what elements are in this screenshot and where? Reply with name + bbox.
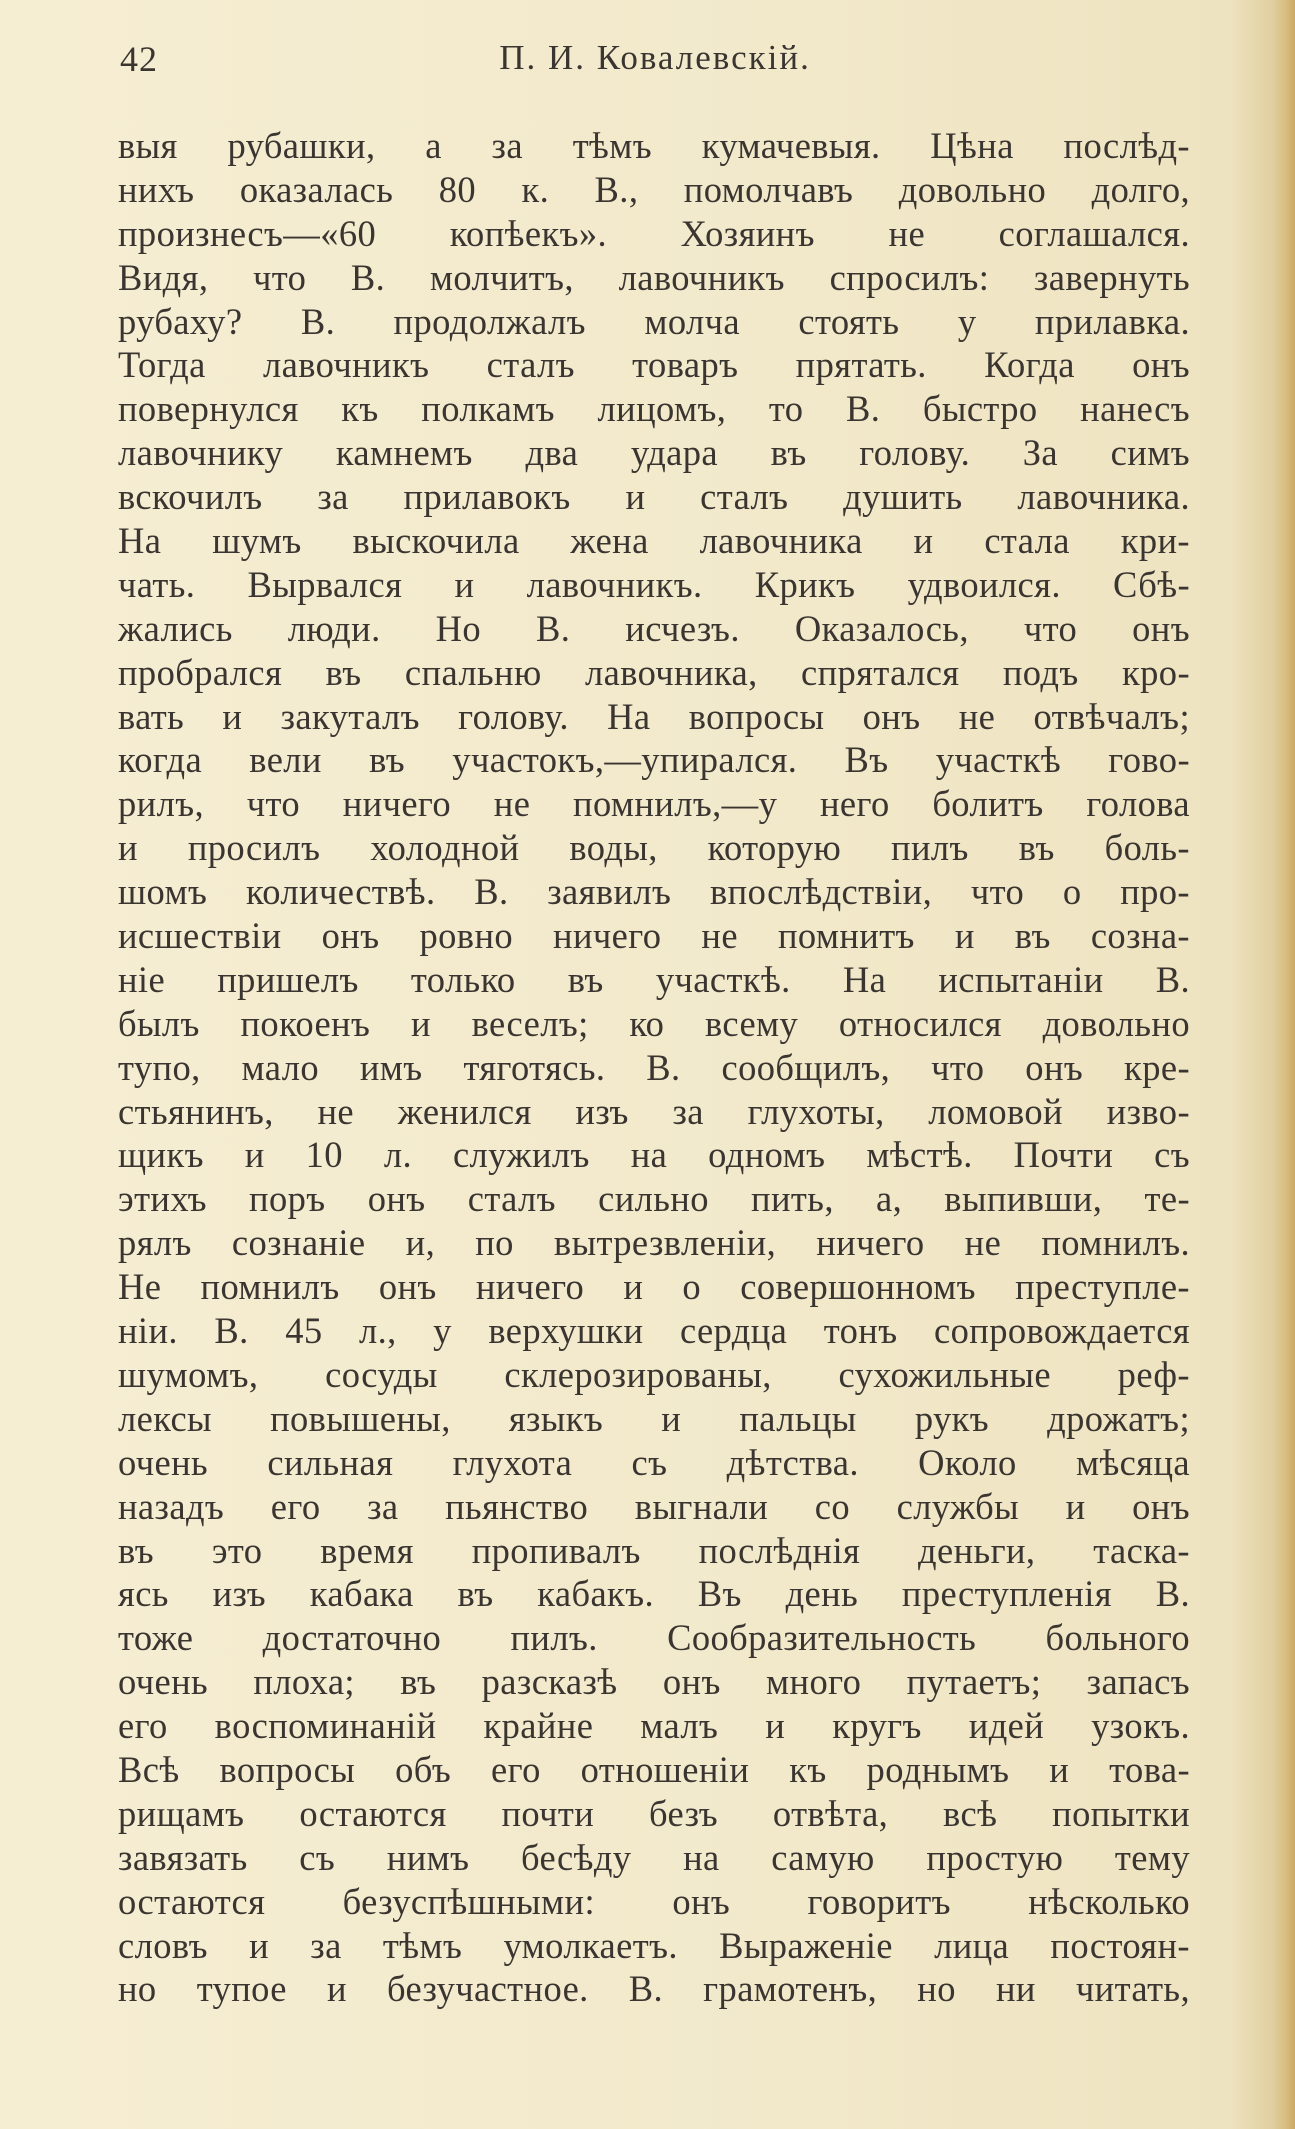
text-line: ніи. В. 45 л., у верхушки сердца тонъ сопровождается — [118, 1310, 1190, 1352]
text-line: ясь изъ кабака въ кабакъ. Въ день преступленія В. — [118, 1573, 1190, 1615]
text-line: выя рубашки, а за тѣмъ кумачевыя. Цѣна послѣд- — [118, 125, 1190, 166]
text-line: завязать съ нимъ бесѣду на самую простую тему — [118, 1836, 1190, 1878]
text-line: этихъ поръ онъ сталъ сильно пить, а, выпивши, те- — [118, 1178, 1190, 1220]
text-line: вскочилъ за прилавокъ и сталъ душить лавочника. — [118, 476, 1190, 518]
text-line: былъ покоенъ и веселъ; ко всему относился довольно — [118, 1002, 1190, 1044]
text-line: тоже достаточно пилъ. Сообразительность больного — [118, 1617, 1190, 1659]
text-line: очень сильная глухота съ дѣтства. Около мѣсяца — [118, 1441, 1190, 1483]
running-head: П. И. Ковалевскій. — [499, 38, 811, 77]
text-line: его воспоминаній крайне малъ и кругъ идей узокъ. — [118, 1705, 1190, 1747]
text-line: пробрался въ спальню лавочника, спрятался подъ кро- — [118, 651, 1190, 693]
text-line: исшествіи онъ ровно ничего не помнитъ и въ созна- — [118, 915, 1190, 957]
text-line: произнесъ—«60 копѣекъ». Хозяинъ не соглашался. — [118, 212, 1190, 254]
text-line: но тупое и безучастное. В. грамотенъ, но ни читать, — [118, 1968, 1190, 2010]
text-line: рищамъ остаются почти безъ отвѣта, всѣ попытки — [118, 1792, 1190, 1834]
text-line: и просилъ холодной воды, которую пилъ въ боль- — [118, 827, 1190, 869]
text-line: въ это время пропивалъ послѣднія деньги, таска- — [118, 1529, 1190, 1571]
text-line: когда вели въ участокъ,—упирался. Въ участкѣ гово- — [118, 739, 1190, 781]
body-text — [118, 124, 1190, 2011]
text-line: повернулся къ полкамъ лицомъ, то В. быстро нанесъ — [118, 388, 1190, 430]
text-line: Тогда лавочникъ сталъ товаръ прятать. Когда онъ — [118, 344, 1190, 386]
text-line: лексы повышены, языкъ и пальцы рукъ дрожатъ; — [118, 1397, 1190, 1439]
text-line: лавочнику камнемъ два удара въ голову. За симъ — [118, 432, 1190, 474]
page-number: 42 — [120, 39, 158, 79]
text-line: шумомъ, сосуды склерозированы, сухожильные реф- — [118, 1353, 1190, 1395]
text-line: остаются безуспѣшными: онъ говоритъ нѣсколько — [118, 1880, 1190, 1922]
text-line: щикъ и 10 л. служилъ на одномъ мѣстѣ. Почти съ — [118, 1134, 1190, 1176]
text-line: жались люди. Но В. исчезъ. Оказалось, что онъ — [118, 607, 1190, 649]
text-line: Не помнилъ онъ ничего и о совершонномъ преступле- — [118, 1266, 1190, 1308]
text-line: назадъ его за пьянство выгнали со службы и онъ — [118, 1485, 1190, 1527]
text-line: рубаху? В. продолжалъ молча стоять у прилавка. — [118, 300, 1190, 342]
text-line: Всѣ вопросы объ его отношеніи къ роднымъ и това- — [118, 1748, 1190, 1790]
text-line: нихъ оказалась 80 к. В., помолчавъ довольно долго, — [118, 168, 1190, 210]
text-line: словъ и за тѣмъ умолкаетъ. Выраженіе лица постоян- — [118, 1924, 1190, 1966]
text-line: рялъ сознаніе и, по вытрезвленіи, ничего не помнилъ. — [118, 1222, 1190, 1264]
text-line: чать. Вырвался и лавочникъ. Крикъ удвоился. Сбѣ- — [118, 563, 1190, 605]
text-line: стьянинъ, не женился изъ за глухоты, ломовой изво- — [118, 1090, 1190, 1132]
text-line: шомъ количествѣ. В. заявилъ впослѣдствіи, что о про- — [118, 871, 1190, 913]
page-header — [120, 38, 1190, 90]
text-line: рилъ, что ничего не помнилъ,—у него болитъ голова — [118, 783, 1190, 825]
page-edge-shading — [1273, 0, 1295, 2129]
text-line: ніе пришелъ только въ участкѣ. На испытаніи В. — [118, 958, 1190, 1000]
text-line: очень плоха; въ разсказѣ онъ много путаетъ; запасъ — [118, 1661, 1190, 1703]
text-line: тупо, мало имъ тяготясь. В. сообщилъ, что онъ кре- — [118, 1046, 1190, 1088]
text-line: вать и закуталъ голову. На вопросы онъ не отвѣчалъ; — [118, 695, 1190, 737]
text-line: На шумъ выскочила жена лавочника и стала кри- — [118, 520, 1190, 562]
text-line: Видя, что В. молчитъ, лавочникъ спросилъ: завернуть — [118, 256, 1190, 298]
